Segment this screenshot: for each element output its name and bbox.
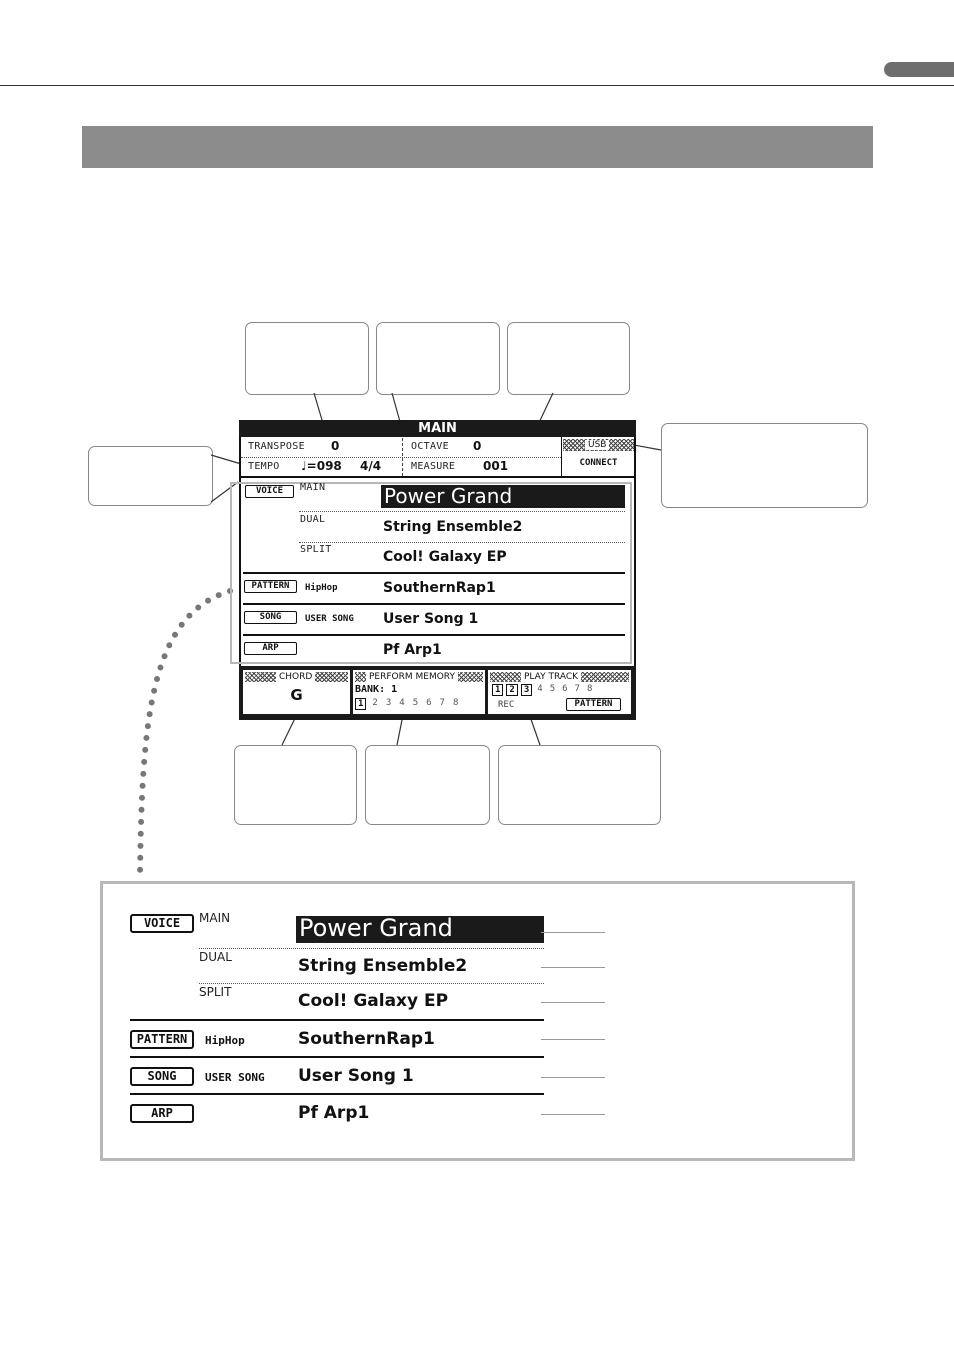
- zoom-pattern-category: HipHop: [205, 1034, 245, 1047]
- pattern-category: HipHop: [305, 583, 338, 593]
- track-slot: 3: [521, 684, 532, 696]
- track-slot: 1: [492, 684, 503, 696]
- arp-name: Pf Arp1: [383, 642, 442, 658]
- zoom-dual-label: DUAL: [199, 950, 232, 964]
- zoom-split-label: SPLIT: [199, 985, 232, 999]
- arp-tag: ARP: [244, 642, 297, 655]
- memory-slot: 3: [385, 698, 392, 708]
- zoom-song-tag: SONG: [130, 1067, 194, 1086]
- leader-dual: [541, 967, 605, 968]
- tempo-value: ♩=098: [301, 459, 342, 473]
- zoom-pattern-tag: PATTERN: [130, 1030, 194, 1049]
- zoom-song-category: USER SONG: [205, 1071, 265, 1084]
- chord-label: CHORD: [276, 672, 315, 682]
- memory-number-row: [355, 698, 483, 710]
- play-track-label: PLAY TRACK: [521, 672, 581, 682]
- lcd-display: [239, 420, 636, 720]
- zoom-main-voice: Power Grand: [299, 914, 453, 942]
- measure-label: MEASURE: [411, 461, 456, 472]
- zoom-main-label: MAIN: [199, 911, 231, 925]
- pattern-name: SouthernRap1: [383, 580, 496, 596]
- tempo-label: TEMPO: [248, 461, 280, 472]
- lcd-title: MAIN: [418, 421, 457, 436]
- octave-value: 0: [473, 439, 482, 453]
- leader-pattern: [541, 1039, 605, 1040]
- time-signature: 4/4: [360, 459, 382, 473]
- voice-tag: VOICE: [245, 485, 294, 498]
- main-label: MAIN: [300, 482, 326, 493]
- transpose-label: TRANSPOSE: [248, 441, 305, 452]
- zoom-song-name: User Song 1: [298, 1066, 414, 1086]
- song-tag: SONG: [244, 611, 297, 624]
- split-voice-name: Cool! Galaxy EP: [383, 549, 507, 565]
- pattern-indicator: PATTERN: [566, 698, 621, 711]
- usb-status: CONNECT: [579, 458, 618, 468]
- dual-label: DUAL: [300, 514, 326, 525]
- track-slot: 2: [506, 684, 517, 696]
- memory-slot: 1: [355, 698, 366, 710]
- memory-slot: 4: [399, 698, 405, 708]
- leader-main: [541, 932, 605, 933]
- leader-split: [541, 1002, 605, 1003]
- dual-voice-name: String Ensemble2: [383, 519, 523, 535]
- leader-arp: [541, 1114, 605, 1115]
- usb-label: USB: [585, 440, 609, 450]
- track-slot: 4: [537, 684, 543, 694]
- zoom-dual-voice: String Ensemble2: [298, 956, 468, 976]
- memory-slot: 8: [452, 698, 459, 708]
- track-slot: 8: [586, 684, 593, 694]
- track-slot: 7: [574, 684, 580, 694]
- zoom-voice-tag: VOICE: [130, 914, 194, 933]
- zoom-split-voice: Cool! Galaxy EP: [298, 991, 449, 1011]
- leader-song: [541, 1077, 605, 1078]
- zoom-arp-tag: ARP: [130, 1104, 194, 1123]
- bank-text: BANK: 1: [355, 684, 398, 695]
- song-name: User Song 1: [383, 611, 479, 627]
- split-label: SPLIT: [300, 544, 332, 555]
- memory-slot: 6: [426, 698, 432, 708]
- memory-slot: 7: [439, 698, 445, 708]
- octave-label: OCTAVE: [411, 441, 449, 452]
- main-voice-name: Power Grand: [384, 484, 513, 508]
- transpose-value: 0: [331, 439, 340, 453]
- memory-slot: 2: [372, 698, 378, 708]
- perform-memory-label: PERFORM MEMORY: [366, 672, 458, 682]
- track-slot: 6: [562, 684, 568, 694]
- zoom-pattern-name: SouthernRap1: [298, 1029, 435, 1049]
- enlarged-voice-panel: [100, 881, 855, 1161]
- memory-slot: 5: [412, 698, 419, 708]
- chord-value: G: [290, 686, 303, 704]
- zoom-arp-name: Pf Arp1: [298, 1103, 370, 1123]
- rec-label: REC: [498, 700, 515, 710]
- measure-value: 001: [483, 459, 509, 473]
- track-slot: 5: [549, 684, 556, 694]
- track-number-row: [492, 684, 631, 696]
- song-category: USER SONG: [305, 614, 354, 624]
- pattern-tag: PATTERN: [244, 580, 297, 593]
